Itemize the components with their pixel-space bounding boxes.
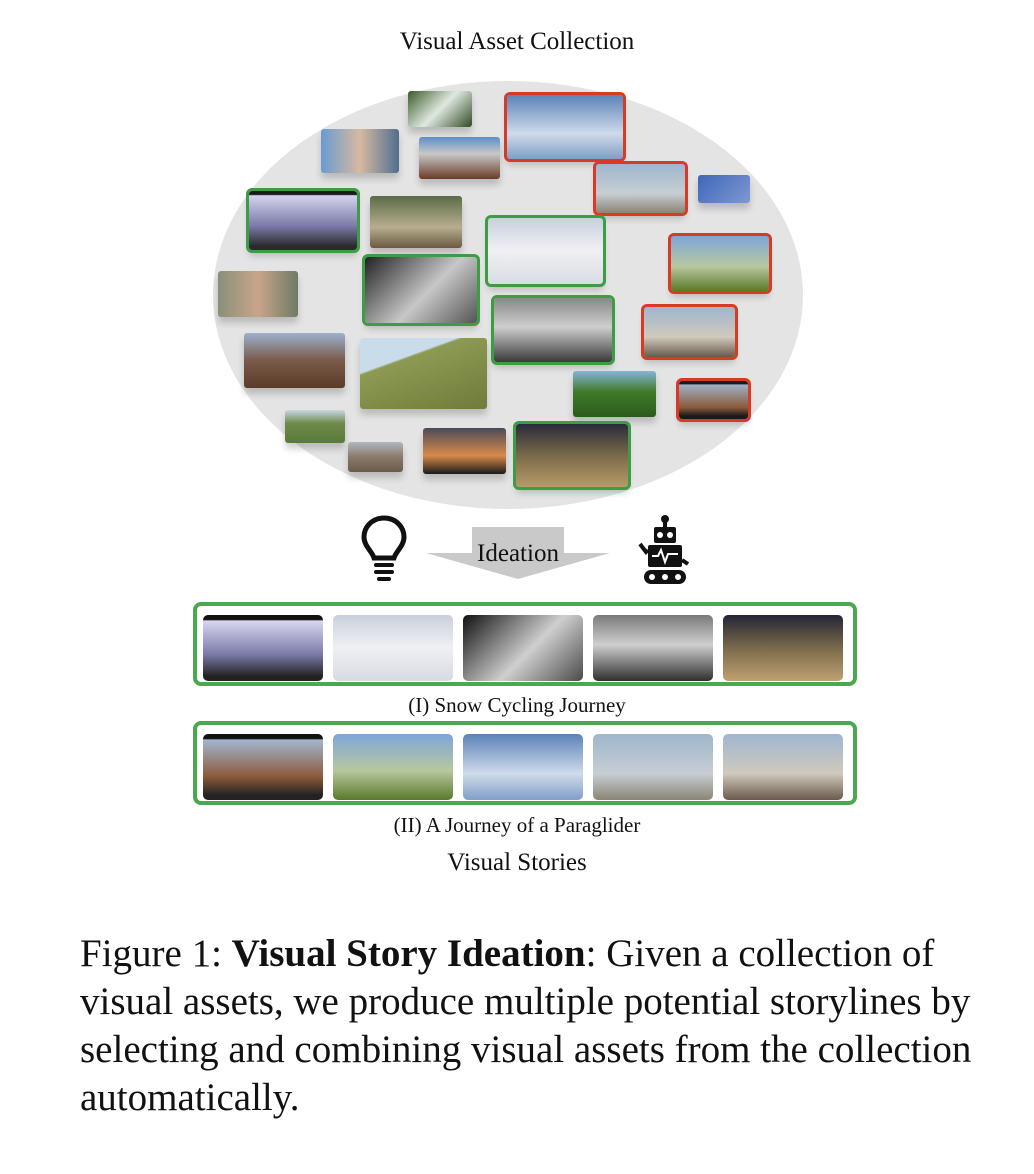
story-1-label: (I) Snow Cycling Journey [408,693,626,717]
asset-beach-post [644,307,735,357]
asset-mountain-red [679,381,748,419]
asset-grassy-hill [360,338,487,409]
asset-night-ride [516,424,628,487]
asset-desert-plant [348,442,403,472]
ideation-label: Ideation [477,540,559,567]
asset-man-drinking [321,129,399,173]
asset-cyclist-rock [365,257,477,323]
asset-shrubland [285,410,345,443]
story2-frame-grass-takeoff [333,734,453,800]
lightbulb-icon [360,514,408,584]
story1-frame-cyclist-carry [593,615,713,681]
asset-valley [244,333,345,388]
asset-blue-tile [698,175,750,203]
story-strip-paraglider [193,721,857,805]
asset-snow-trees [249,191,357,250]
caption-prefix: Figure 1: [80,932,232,975]
figure-title-bottom: Visual Stories [447,849,587,876]
story2-frame-mountain [203,734,323,800]
robot-icon [638,514,692,586]
story2-frame-beach-post [723,734,843,800]
asset-ranger [218,271,298,317]
asset-snow-cyclist [488,218,603,284]
story1-frame-snow-cyclist [333,615,453,681]
asset-sunset [423,428,506,474]
story1-frame-cyclist-rock [463,615,583,681]
asset-paraglider-sky [507,95,623,159]
asset-cyclist-carry [494,298,612,362]
asset-paraglider-beach [596,164,685,213]
caption-bold-title: Visual Story Ideation [231,932,586,975]
asset-waterfall [408,91,472,127]
caption-body: : Given a collection of visual assets, we produce multiple potential storylines by selecting and combining visual assets from the collection automatically. [80,932,972,1119]
asset-paraglider-grass [671,236,769,291]
story1-frame-snow-trees [203,615,323,681]
story-strip-snow-cycling [193,602,857,686]
story2-frame-beach-glide [593,734,713,800]
figure-caption [80,930,980,1122]
asset-green-trees [573,371,656,417]
asset-forest-path [370,196,462,248]
story1-frame-night-ride [723,615,843,681]
story-2-label: (II) A Journey of a Paraglider [393,813,641,837]
figure-title-top: Visual Asset Collection [399,28,635,55]
asset-mountain-snow [419,137,500,179]
story2-frame-sky [463,734,583,800]
